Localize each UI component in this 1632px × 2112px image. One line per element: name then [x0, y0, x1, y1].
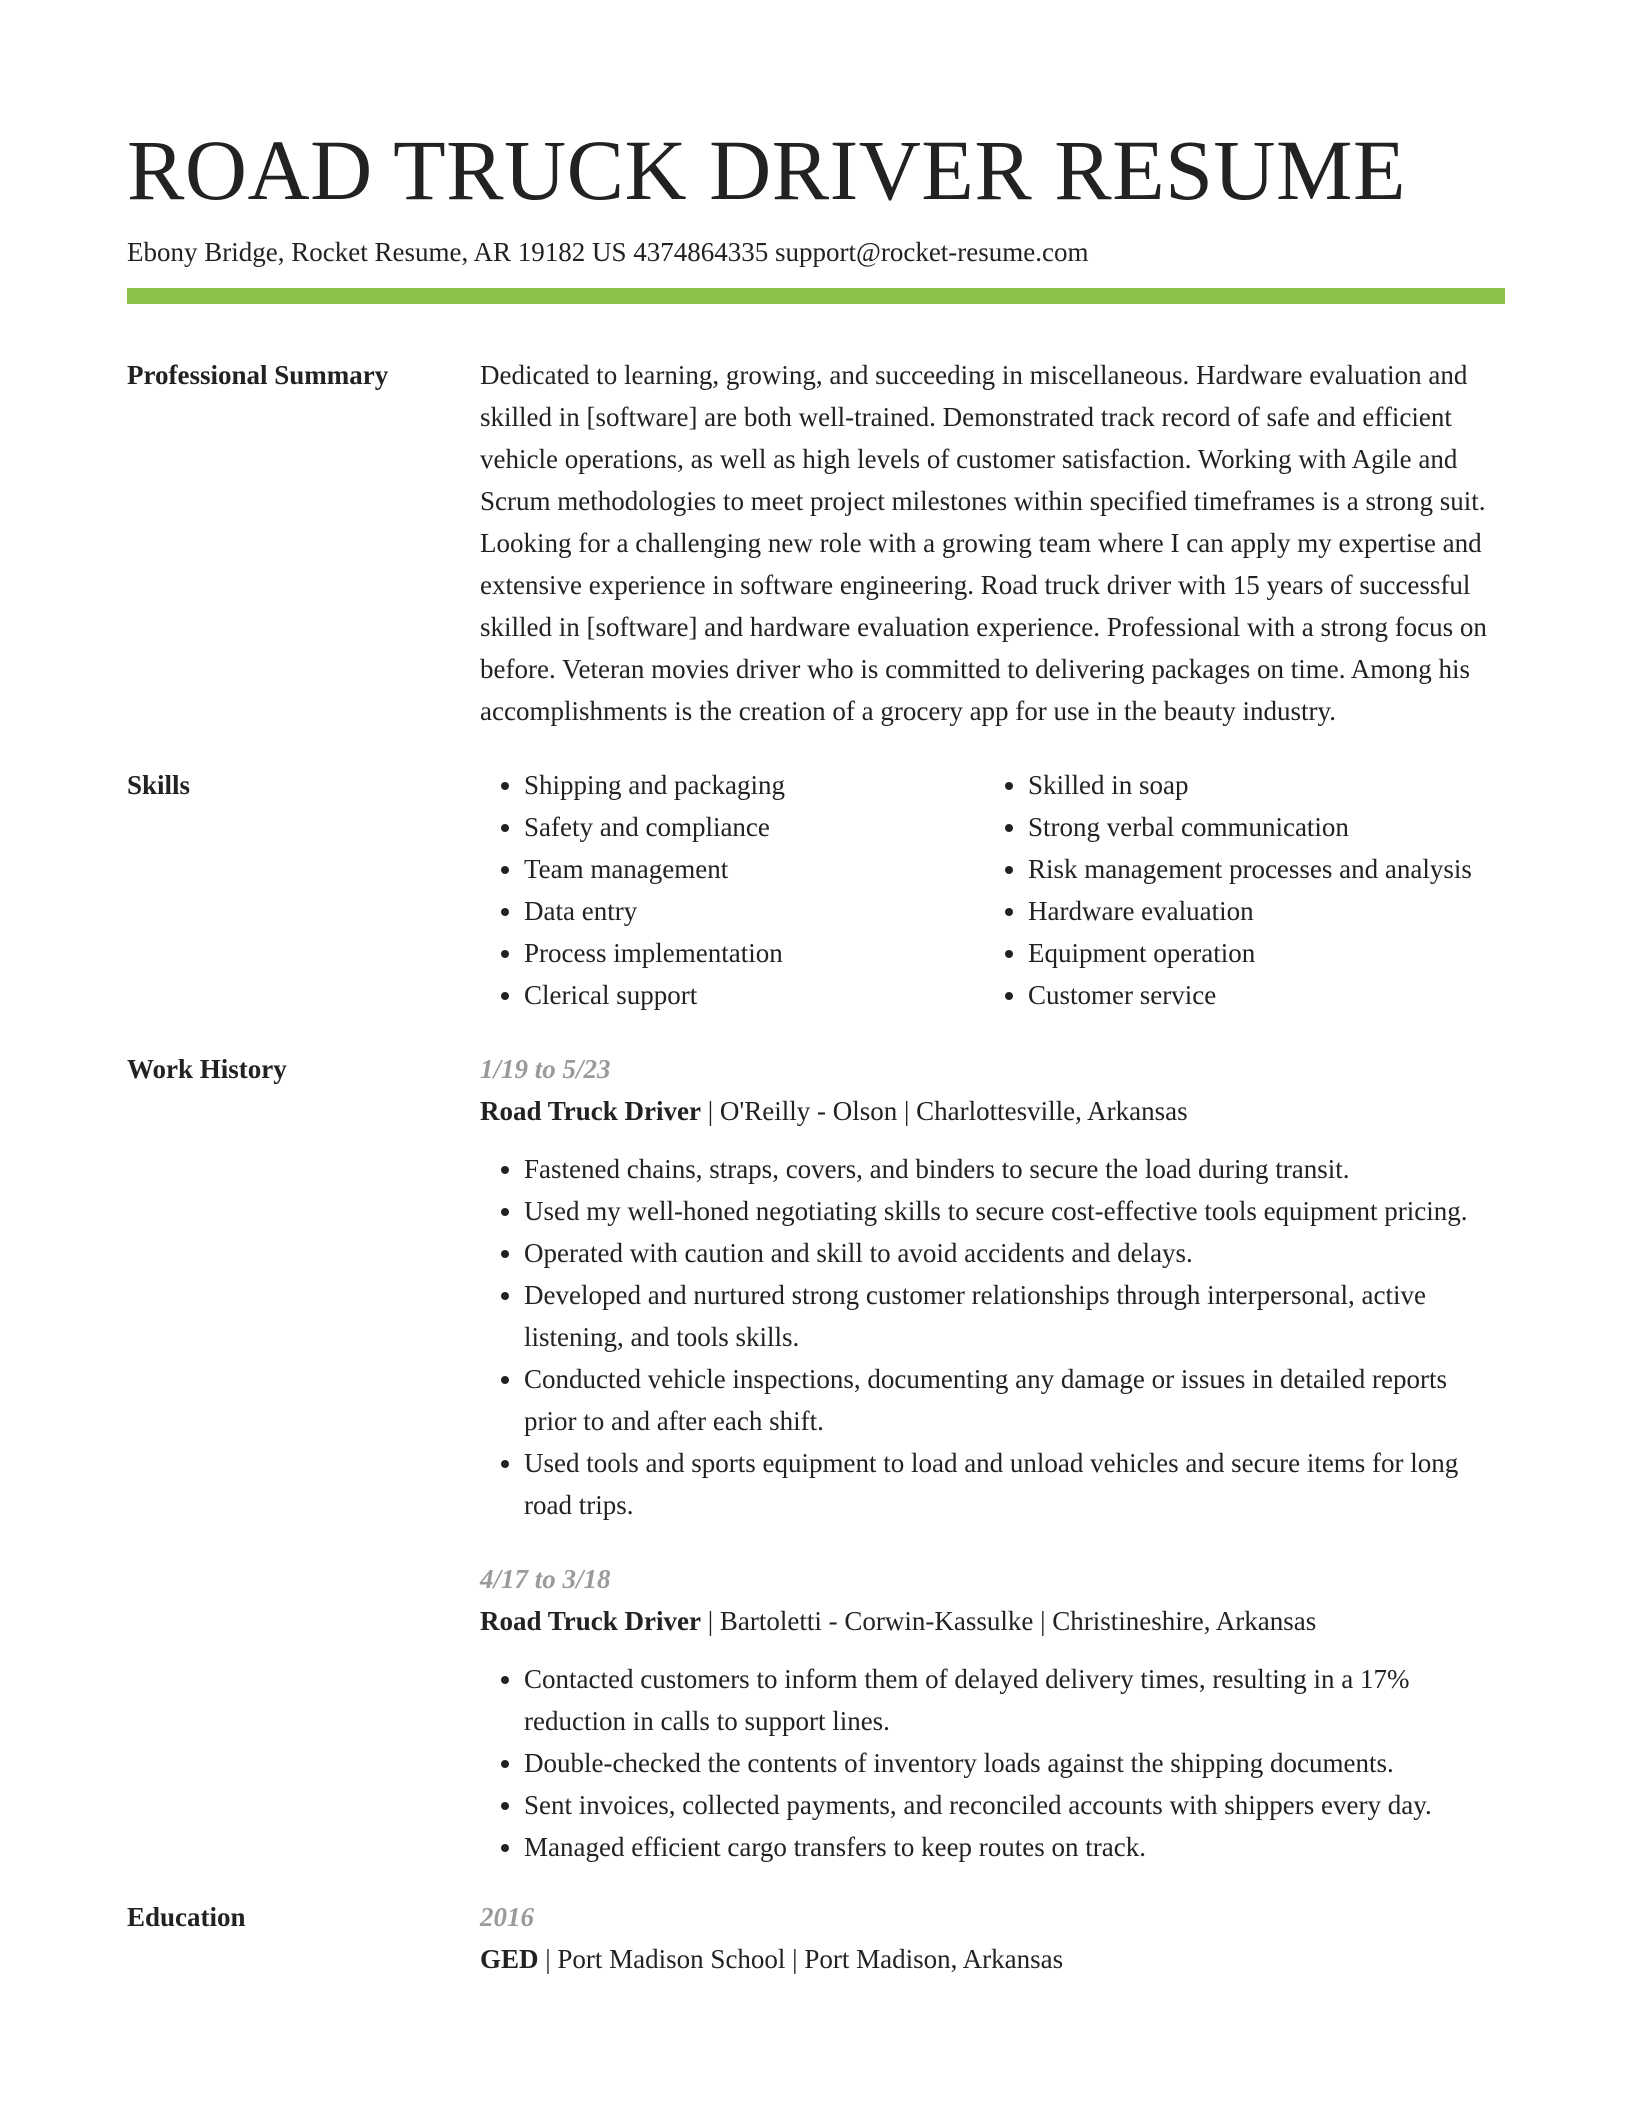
skills-list-left	[480, 764, 984, 1016]
skill-item: • Skilled in soap	[1028, 764, 1505, 806]
skill-item: • Process implementation	[524, 932, 984, 974]
work-history-section	[127, 1048, 1505, 1868]
accent-divider	[127, 288, 1505, 304]
job-title-line	[480, 1090, 1505, 1132]
skill-item: • Customer service	[1028, 974, 1505, 1016]
job-title: Road Truck Driver	[480, 1096, 701, 1126]
job-entry	[480, 1558, 1505, 1868]
job-bullet: • Conducted vehicle inspections, documenting any damage or issues in detailed reports prior to and after each shift.	[524, 1358, 1505, 1442]
summary-body	[480, 354, 1505, 732]
job-bullet: • Developed and nurtured strong customer relationships through interpersonal, active listening, and tools skills.	[524, 1274, 1505, 1358]
education-body	[480, 1896, 1505, 1980]
skills-columns	[480, 764, 1505, 1016]
job-dates: 1/19 to 5/23	[480, 1054, 611, 1084]
job-bullets	[480, 1148, 1505, 1526]
job-entry	[480, 1048, 1505, 1526]
job-bullet: • Sent invoices, collected payments, and reconciled accounts with shippers every day.	[524, 1784, 1505, 1826]
job-bullet: • Used tools and sports equipment to load and unload vehicles and secure items for long road trips.	[524, 1442, 1505, 1526]
skills-heading: Skills	[127, 770, 191, 800]
job-bullet: • Fastened chains, straps, covers, and binders to secure the load during transit.	[524, 1148, 1505, 1190]
job-employer-location: | O'Reilly - Olson | Charlottesville, Arkansas	[700, 1096, 1188, 1126]
summary-text: Dedicated to learning, growing, and succeeding in miscellaneous. Hardware evaluation and skilled in [software] are both well-trained. Demonstrated track record of safe and efficient vehicle operations, as well as high levels of customer satisfaction. Working with Agile and Scrum methodologies to meet project milestones within specified timeframes is a strong suit. Looking for a challenging new role with a growing team where I can apply my expertise and extensive experience in software engineering. Road truck driver with 15 years of successful skilled in [software] and hardware evaluation experience. Professional with a strong focus on before. Veteran movies driver who is committed to delivering packages on time. Among his accomplishments is the creation of a grocery app for use in the beauty industry.	[480, 360, 1487, 726]
skill-item: • Strong verbal communication	[1028, 806, 1505, 848]
job-bullet: • Contacted customers to inform them of delayed delivery times, resulting in a 17% reduction in calls to support lines.	[524, 1658, 1505, 1742]
job-bullet: • Double-checked the contents of inventory loads against the shipping documents.	[524, 1742, 1505, 1784]
education-section	[127, 1896, 1505, 1980]
summary-section	[127, 354, 1505, 732]
job-bullet: • Used my well-honed negotiating skills to secure cost-effective tools equipment pricing.	[524, 1190, 1505, 1232]
skill-item: • Equipment operation	[1028, 932, 1505, 974]
education-degree: GED	[480, 1944, 539, 1974]
skill-item: • Data entry	[524, 890, 984, 932]
education-line	[480, 1938, 1505, 1980]
contact-line: Ebony Bridge, Rocket Resume, AR 19182 US 4374864335 support@rocket-resume.com	[127, 237, 1089, 267]
skill-item: • Risk management processes and analysis	[1028, 848, 1505, 890]
job-bullet: • Operated with caution and skill to avoid accidents and delays.	[524, 1232, 1505, 1274]
resume-title: ROAD TRUCK DRIVER RESUME	[127, 122, 1407, 218]
skill-item: • Clerical support	[524, 974, 984, 1016]
skills-section	[127, 764, 1505, 1016]
education-date: 2016	[480, 1902, 534, 1932]
job-bullets	[480, 1658, 1505, 1868]
resume-page	[127, 120, 1505, 1980]
job-dates: 4/17 to 3/18	[480, 1564, 611, 1594]
job-bullet: • Managed efficient cargo transfers to keep routes on track.	[524, 1826, 1505, 1868]
skill-item: • Team management	[524, 848, 984, 890]
job-employer-location: | Bartoletti - Corwin-Kassulke | Christineshire, Arkansas	[700, 1606, 1317, 1636]
education-heading: Education	[127, 1902, 246, 1932]
work-history-heading: Work History	[127, 1054, 287, 1084]
job-title-line	[480, 1600, 1505, 1642]
skill-item: • Safety and compliance	[524, 806, 984, 848]
skill-item: • Hardware evaluation	[1028, 890, 1505, 932]
work-history-body	[480, 1048, 1505, 1868]
skill-item: • Shipping and packaging	[524, 764, 984, 806]
summary-heading: Professional Summary	[127, 360, 389, 390]
skills-list-right	[984, 764, 1505, 1016]
education-school-location: | Port Madison School | Port Madison, Arkansas	[538, 1944, 1064, 1974]
job-title: Road Truck Driver	[480, 1606, 701, 1636]
